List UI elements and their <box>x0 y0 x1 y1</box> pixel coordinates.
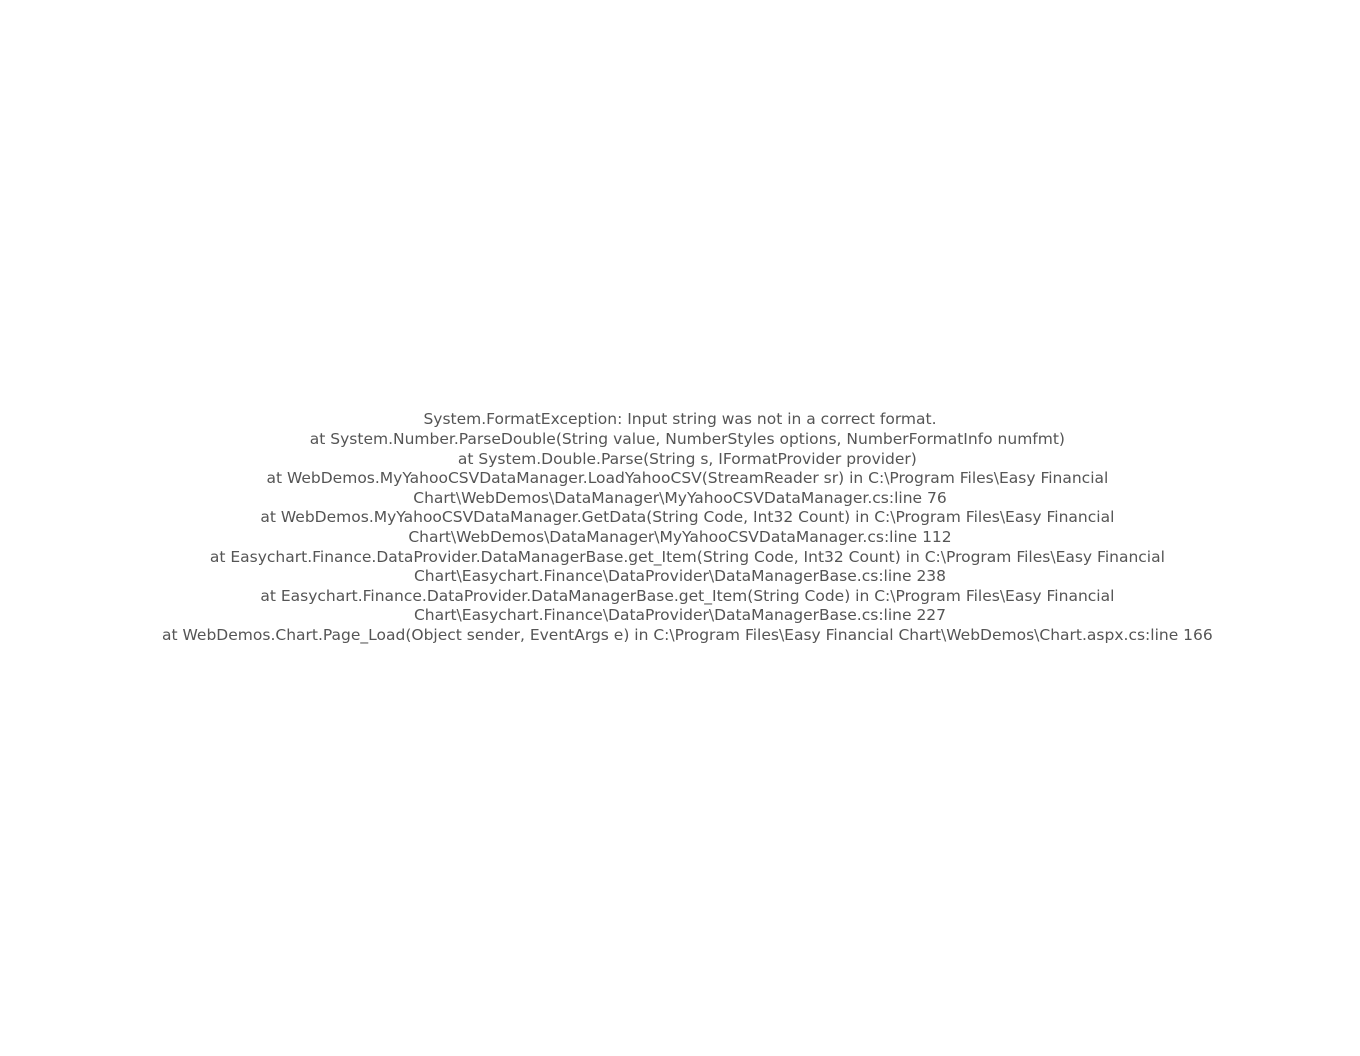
stack-frame-line: at System.Number.ParseDouble(String value, NumberStyles options, NumberFormatInfo numfmt) <box>295 430 1065 449</box>
stack-frame-line: at Easychart.Finance.DataProvider.DataManagerBase.get_Item(String Code) in C:\Program Files\Easy Financial Chart\Easychart.Finance\DataProvider\DataManagerBase.cs:line 227 <box>245 586 1120 625</box>
stack-frame-line: at WebDemos.Chart.Page_Load(Object sender, EventArgs e) in C:\Program Files\Easy Financial Chart\WebDemos\Chart.aspx.cs:line 166 <box>147 625 1213 644</box>
stack-frame-line: at Easychart.Finance.DataProvider.DataManagerBase.get_Item(String Code, Int32 Count) in C:\Program Files\Easy Financial Chart\Easychart.Finance\DataProvider\DataManagerBase.cs:line 238 <box>195 547 1170 586</box>
stack-frame-line: at System.Double.Parse(String s, IFormatProvider provider) <box>443 449 917 468</box>
exception-title: System.FormatException: Input string was not in a correct format. <box>423 410 937 429</box>
stack-frame-line: at WebDemos.MyYahooCSVDataManager.GetData(String Code, Int32 Count) in C:\Program Files\Easy Financial Chart\WebDemos\DataManager\MyYahooCSVDataManager.cs:line 112 <box>245 508 1120 546</box>
stack-frame-line: at WebDemos.MyYahooCSVDataManager.LoadYahooCSV(StreamReader sr) in C:\Program Files\Easy Financial Chart\WebDemos\DataManager\MyYahooCSVDataManager.cs:line 76 <box>251 469 1114 507</box>
